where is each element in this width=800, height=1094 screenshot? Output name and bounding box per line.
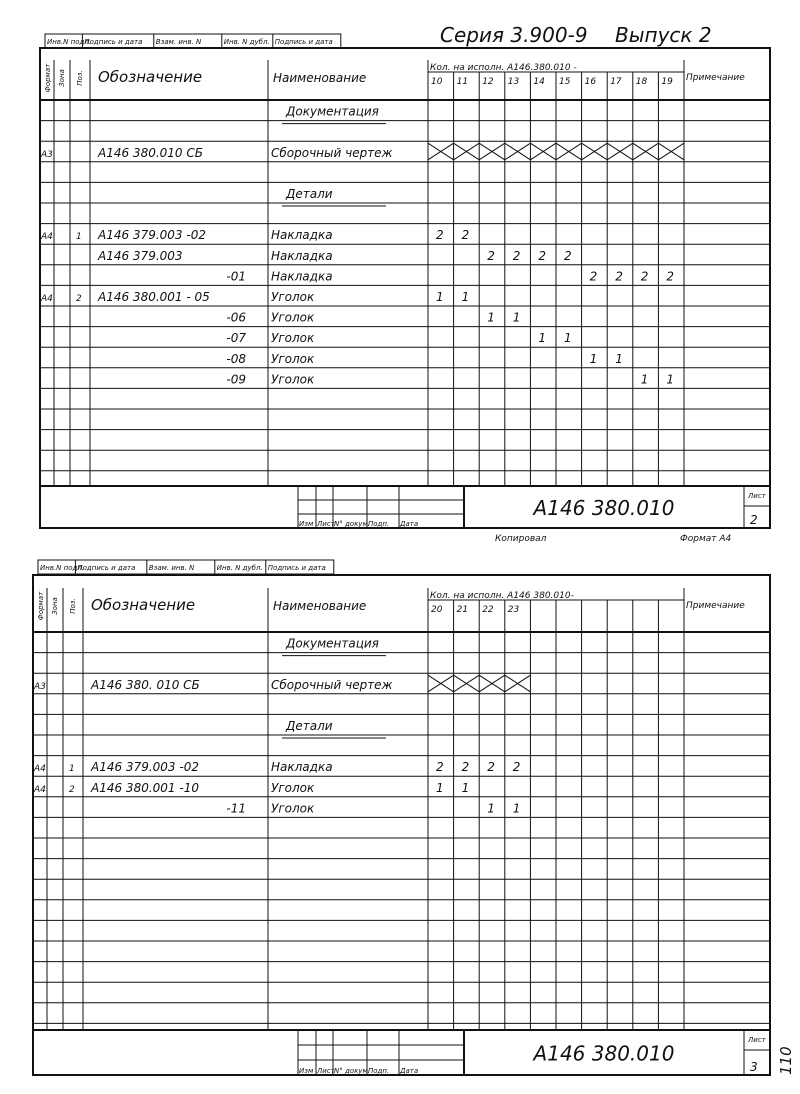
- variant-number: 11: [456, 77, 469, 87]
- qty-cell: 1: [461, 780, 470, 795]
- row-name: Уголок: [271, 331, 315, 346]
- col-note-label: Примечание: [686, 601, 745, 611]
- title-block-label: N° докум.: [334, 1067, 370, 1075]
- variant-number: 19: [661, 77, 673, 87]
- row-name: Накладка: [271, 269, 333, 284]
- qty-cell: 1: [666, 372, 675, 387]
- stamp-label: Подпись и дата: [84, 38, 143, 46]
- qty-cell: 1: [487, 801, 495, 816]
- row-name: Накладка: [271, 760, 333, 775]
- qty-cell: 2: [512, 248, 521, 263]
- row-designation: -06: [226, 310, 246, 325]
- qty-cell: 1: [487, 310, 495, 325]
- stamp-label: Инв.N подл.: [40, 564, 85, 572]
- qty-cell: 1: [589, 351, 598, 366]
- qty-cell: 2: [640, 269, 649, 284]
- variant-number: 15: [559, 77, 571, 87]
- row-name: Документация: [286, 104, 379, 119]
- variant-number: 18: [635, 77, 648, 87]
- title-block-label: Подп.: [368, 1067, 390, 1075]
- sheet-frame: [40, 48, 770, 528]
- row-designation: А146 380.001 -10: [91, 780, 199, 795]
- format-label: Формат А4: [680, 534, 732, 544]
- col-designation-label: Обозначение: [98, 68, 203, 86]
- stamp-label: Взам. инв. N: [148, 564, 195, 572]
- qty-cell: 1: [436, 780, 444, 795]
- sheet-number: 2: [750, 513, 758, 527]
- row-format: А3: [34, 681, 46, 692]
- row-name: Детали: [286, 719, 333, 733]
- title-block-label: Подп.: [368, 520, 390, 528]
- row-name: Накладка: [271, 228, 333, 243]
- row-format: А4: [34, 784, 46, 795]
- row-position: 2: [69, 784, 75, 795]
- row-name: Сборочный чертеж: [271, 677, 393, 692]
- row-position: 1: [76, 232, 82, 243]
- row-name: Уголок: [271, 310, 315, 325]
- col-qty-header: Кол. на исполн. А146.380.010 -: [430, 63, 577, 73]
- row-format: А4: [41, 232, 53, 243]
- row-name: Накладка: [271, 248, 333, 263]
- row-designation: -11: [226, 801, 246, 816]
- col-format-label: Формат: [37, 591, 45, 621]
- row-designation: -09: [226, 372, 246, 387]
- page-number: 110: [777, 1046, 795, 1075]
- row-name: Детали: [286, 187, 333, 201]
- variant-number: 23: [507, 605, 520, 615]
- series-label: Серия 3.900-9: [440, 23, 588, 47]
- title-block-label: Изм: [299, 1067, 314, 1075]
- variant-number: 13: [507, 77, 520, 87]
- qty-cell: 2: [461, 228, 470, 243]
- row-designation: А146 379.003: [98, 248, 183, 263]
- col-zone-label: Зона: [51, 597, 59, 615]
- qty-cell: 1: [512, 310, 521, 325]
- variant-number: 20: [431, 605, 443, 615]
- col-designation-label: Обозначение: [91, 596, 196, 614]
- qty-cell: 1: [436, 290, 444, 304]
- drawing-code: А146 380.010: [533, 1041, 675, 1066]
- title-block-label: N° докум.: [334, 520, 370, 528]
- stamp-label: Взам. инв. N: [155, 38, 202, 46]
- row-designation: А146 379.003 -02: [91, 760, 199, 775]
- qty-cell: 2: [436, 228, 444, 243]
- row-designation: А146 380.001 - 05: [98, 290, 210, 304]
- row-format: А4: [34, 764, 46, 775]
- col-note-label: Примечание: [686, 73, 745, 83]
- row-name: Уголок: [271, 290, 315, 304]
- title-block-label: Изм: [299, 520, 314, 528]
- row-name: Документация: [286, 636, 379, 651]
- row-designation: -07: [226, 331, 246, 346]
- col-name-label: Наименование: [273, 71, 367, 85]
- title-block-label: Лист: [317, 520, 335, 528]
- stamp-label: Подпись и дата: [274, 38, 333, 46]
- variant-number: 12: [482, 77, 494, 87]
- qty-cell: 2: [461, 760, 470, 775]
- row-format: А4: [41, 294, 53, 304]
- qty-cell: 2: [512, 760, 521, 775]
- qty-cell: 2: [615, 269, 623, 284]
- issue-label: Выпуск 2: [615, 23, 712, 47]
- qty-cell: 2: [487, 760, 495, 775]
- sheet-number: 3: [750, 1060, 758, 1074]
- sheet-label: Лист: [748, 492, 766, 500]
- stamp-label: Инв. N дубл.: [216, 564, 263, 572]
- stamp-label: Инв.N подл.: [47, 38, 92, 46]
- col-format-label: Формат: [44, 63, 52, 93]
- title-block-label: Дата: [400, 520, 419, 528]
- row-name: Уголок: [271, 372, 315, 387]
- col-name-label: Наименование: [273, 599, 367, 613]
- variant-number: 21: [456, 605, 469, 615]
- variant-number: 16: [584, 77, 597, 87]
- variant-number: 22: [482, 605, 494, 615]
- stamp-label: Подпись и дата: [267, 564, 326, 572]
- row-designation: -01: [226, 269, 246, 284]
- col-pos-label: Поз.: [76, 70, 84, 86]
- variant-number: 10: [431, 77, 443, 87]
- qty-cell: 2: [589, 269, 598, 284]
- stamp-label: Подпись и дата: [77, 564, 136, 572]
- row-name: Уголок: [271, 780, 315, 795]
- row-name: Сборочный чертеж: [271, 145, 393, 160]
- spec-sheet-1: [40, 34, 770, 544]
- qty-cell: 2: [564, 248, 572, 263]
- qty-cell: 1: [512, 801, 521, 816]
- row-position: 2: [76, 294, 82, 304]
- row-name: Уголок: [271, 801, 315, 816]
- sheet-label: Лист: [748, 1036, 766, 1044]
- col-qty-header: Кол. на исполн. А146 380.010-: [430, 591, 574, 601]
- row-format: А3: [41, 149, 53, 160]
- qty-cell: 2: [436, 760, 444, 775]
- qty-cell: 2: [487, 248, 495, 263]
- qty-cell: 1: [640, 372, 649, 387]
- row-designation: А146 380. 010 СБ: [91, 677, 200, 692]
- spec-sheet-2: [33, 560, 770, 1075]
- variant-number: 14: [533, 77, 545, 87]
- qty-cell: 2: [666, 269, 675, 284]
- row-designation: -08: [226, 351, 246, 366]
- drawing-code: А146 380.010: [533, 496, 675, 520]
- row-designation: А146 379.003 -02: [98, 228, 206, 243]
- qty-cell: 1: [538, 331, 547, 346]
- qty-cell: 1: [461, 290, 470, 304]
- sheet-frame: [33, 575, 770, 1075]
- col-pos-label: Поз.: [69, 598, 77, 614]
- row-position: 1: [69, 764, 75, 775]
- row-designation: А146 380.010 СБ: [98, 145, 203, 160]
- variant-number: 17: [610, 77, 622, 87]
- row-name: Уголок: [271, 351, 315, 366]
- qty-cell: 1: [564, 331, 572, 346]
- col-zone-label: Зона: [58, 69, 66, 87]
- title-block-label: Дата: [400, 1067, 419, 1075]
- copied-label: Копировал: [495, 534, 547, 544]
- stamp-label: Инв. N дубл.: [223, 38, 270, 46]
- title-block-label: Лист: [317, 1067, 335, 1075]
- qty-cell: 2: [538, 248, 547, 263]
- qty-cell: 1: [615, 351, 623, 366]
